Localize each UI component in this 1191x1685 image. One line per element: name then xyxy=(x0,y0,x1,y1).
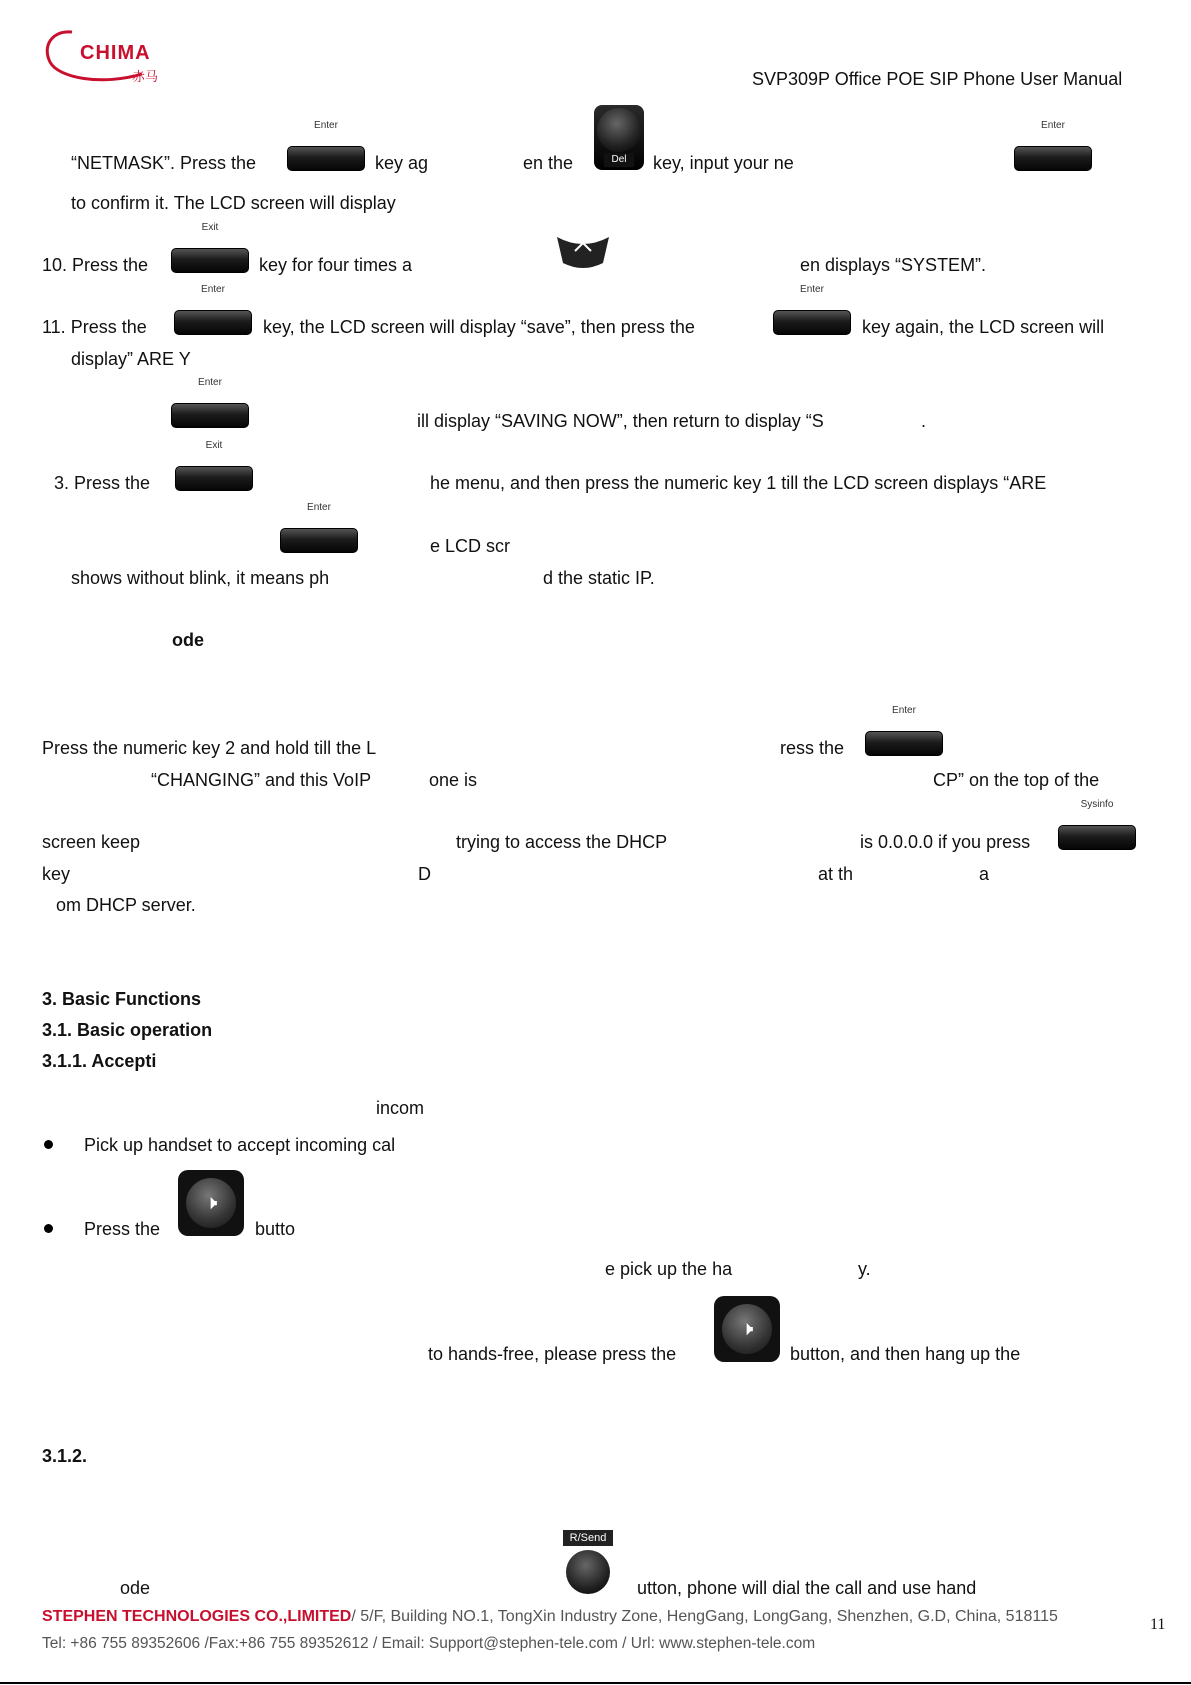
section-heading: 3.1.2. xyxy=(42,1446,88,1466)
footer-company: STEPHEN TECHNOLOGIES CO.,LIMITED xyxy=(42,1608,352,1625)
footer-divider xyxy=(0,1682,1191,1684)
footer-address: / 5/F, Building NO.1, TongXin Industry Zone, HengGang, LongGang, Shenzhen, G.D, China, 518115 xyxy=(351,1608,1058,1625)
exit-key-icon: Exit xyxy=(171,221,249,273)
text-line: to confirm it. The LCD screen will display xyxy=(71,193,396,213)
text-line: y. xyxy=(858,1259,871,1279)
section-heading: 3.1. Basic operation xyxy=(42,1020,213,1040)
text-line: ill display “SAVING NOW”, then return to display “S xyxy=(417,411,824,431)
text-line: Pick up handset to accept incoming cal xyxy=(84,1135,396,1155)
text-line: Press the numeric key 2 and hold till the L xyxy=(42,738,377,758)
nav-down-icon xyxy=(555,233,611,273)
text-line: en the xyxy=(523,153,574,173)
speaker-key-icon: 🕨 xyxy=(178,1170,244,1236)
text-line: incom xyxy=(376,1098,425,1118)
page-number: 11 xyxy=(1150,1616,1166,1633)
text-line: . xyxy=(921,411,927,431)
text-line: key again, the LCD screen will xyxy=(862,317,1105,337)
text-line: key, the LCD screen will display “save”, then press the xyxy=(263,317,695,337)
text-line: shows without blink, it means ph xyxy=(71,568,330,588)
text-line: ode xyxy=(120,1578,151,1598)
enter-key-icon: Enter xyxy=(287,119,365,171)
text-line: key for four times a xyxy=(259,255,413,275)
bullet-icon xyxy=(44,1224,53,1233)
text-line: om DHCP server. xyxy=(56,895,196,915)
logo xyxy=(42,28,172,88)
text-line: e LCD scr xyxy=(430,536,511,556)
text-line: at th xyxy=(818,864,854,884)
text-line: key, input your ne xyxy=(653,153,794,173)
enter-key-icon: Enter xyxy=(1014,119,1092,171)
enter-key-icon: Enter xyxy=(174,283,252,335)
section-heading: 3. Basic Functions xyxy=(42,989,202,1009)
text-line: “NETMASK”. Press the xyxy=(71,153,257,173)
text-line: 3. Press the xyxy=(54,473,151,493)
enter-key-icon: Enter xyxy=(280,501,358,553)
text-line: ress the xyxy=(780,738,845,758)
text-line: button, and then hang up the xyxy=(790,1344,1021,1364)
manual-title: SVP309P Office POE SIP Phone User Manual xyxy=(752,69,1123,89)
text-line: 10. Press the xyxy=(42,255,149,275)
del-key-icon: Del xyxy=(594,105,644,170)
text-line: en displays “SYSTEM”. xyxy=(800,255,987,275)
text-line: key ag xyxy=(375,153,429,173)
text-line: he menu, and then press the numeric key 1 till the LCD screen displays “ARE xyxy=(430,473,1047,493)
footer-contact: Tel: +86 755 89352606 /Fax:+86 755 89352612 / Email: Support@stephen-tele.com / Url: www.stephen-tele.com xyxy=(42,1635,816,1652)
enter-key-icon: Enter xyxy=(773,283,851,335)
section-heading: 3.1.1. Accepti xyxy=(42,1051,157,1071)
text-line: a xyxy=(979,864,990,884)
text-line: Press the xyxy=(84,1219,161,1239)
rsend-key-icon: R/Send xyxy=(563,1530,613,1596)
text-line: utton, phone will dial the call and use hand xyxy=(637,1578,977,1598)
text-line: one is xyxy=(429,770,478,790)
bullet-icon xyxy=(44,1140,53,1149)
text-line: key xyxy=(42,864,71,884)
exit-key-icon: Exit xyxy=(175,439,253,491)
footer-line-1 xyxy=(42,1606,1058,1628)
enter-key-icon: Enter xyxy=(865,704,943,756)
text-line: e pick up the ha xyxy=(605,1259,733,1279)
text-line: to hands-free, please press the xyxy=(428,1344,677,1364)
text-line: D xyxy=(418,864,431,884)
sysinfo-key-icon: Sysinfo xyxy=(1058,798,1136,850)
logo-subtext: 赤马 xyxy=(132,69,159,84)
text-line: 11. Press the xyxy=(42,317,147,337)
enter-key-icon: Enter xyxy=(171,376,249,428)
text-line: is 0.0.0.0 if you press xyxy=(860,832,1031,852)
text-line: d the static IP. xyxy=(543,568,655,588)
speaker-key-icon: 🕨 xyxy=(714,1296,780,1362)
text-line: “CHANGING” and this VoIP xyxy=(151,770,372,790)
section-heading: ode xyxy=(172,630,205,650)
text-line: display” ARE Y xyxy=(71,349,191,369)
text-line: CP” on the top of the xyxy=(933,770,1100,790)
text-line: butto xyxy=(255,1219,296,1239)
text-line: trying to access the DHCP xyxy=(456,832,668,852)
text-line: screen keep xyxy=(42,832,141,852)
logo-text: CHIMA xyxy=(80,42,151,64)
